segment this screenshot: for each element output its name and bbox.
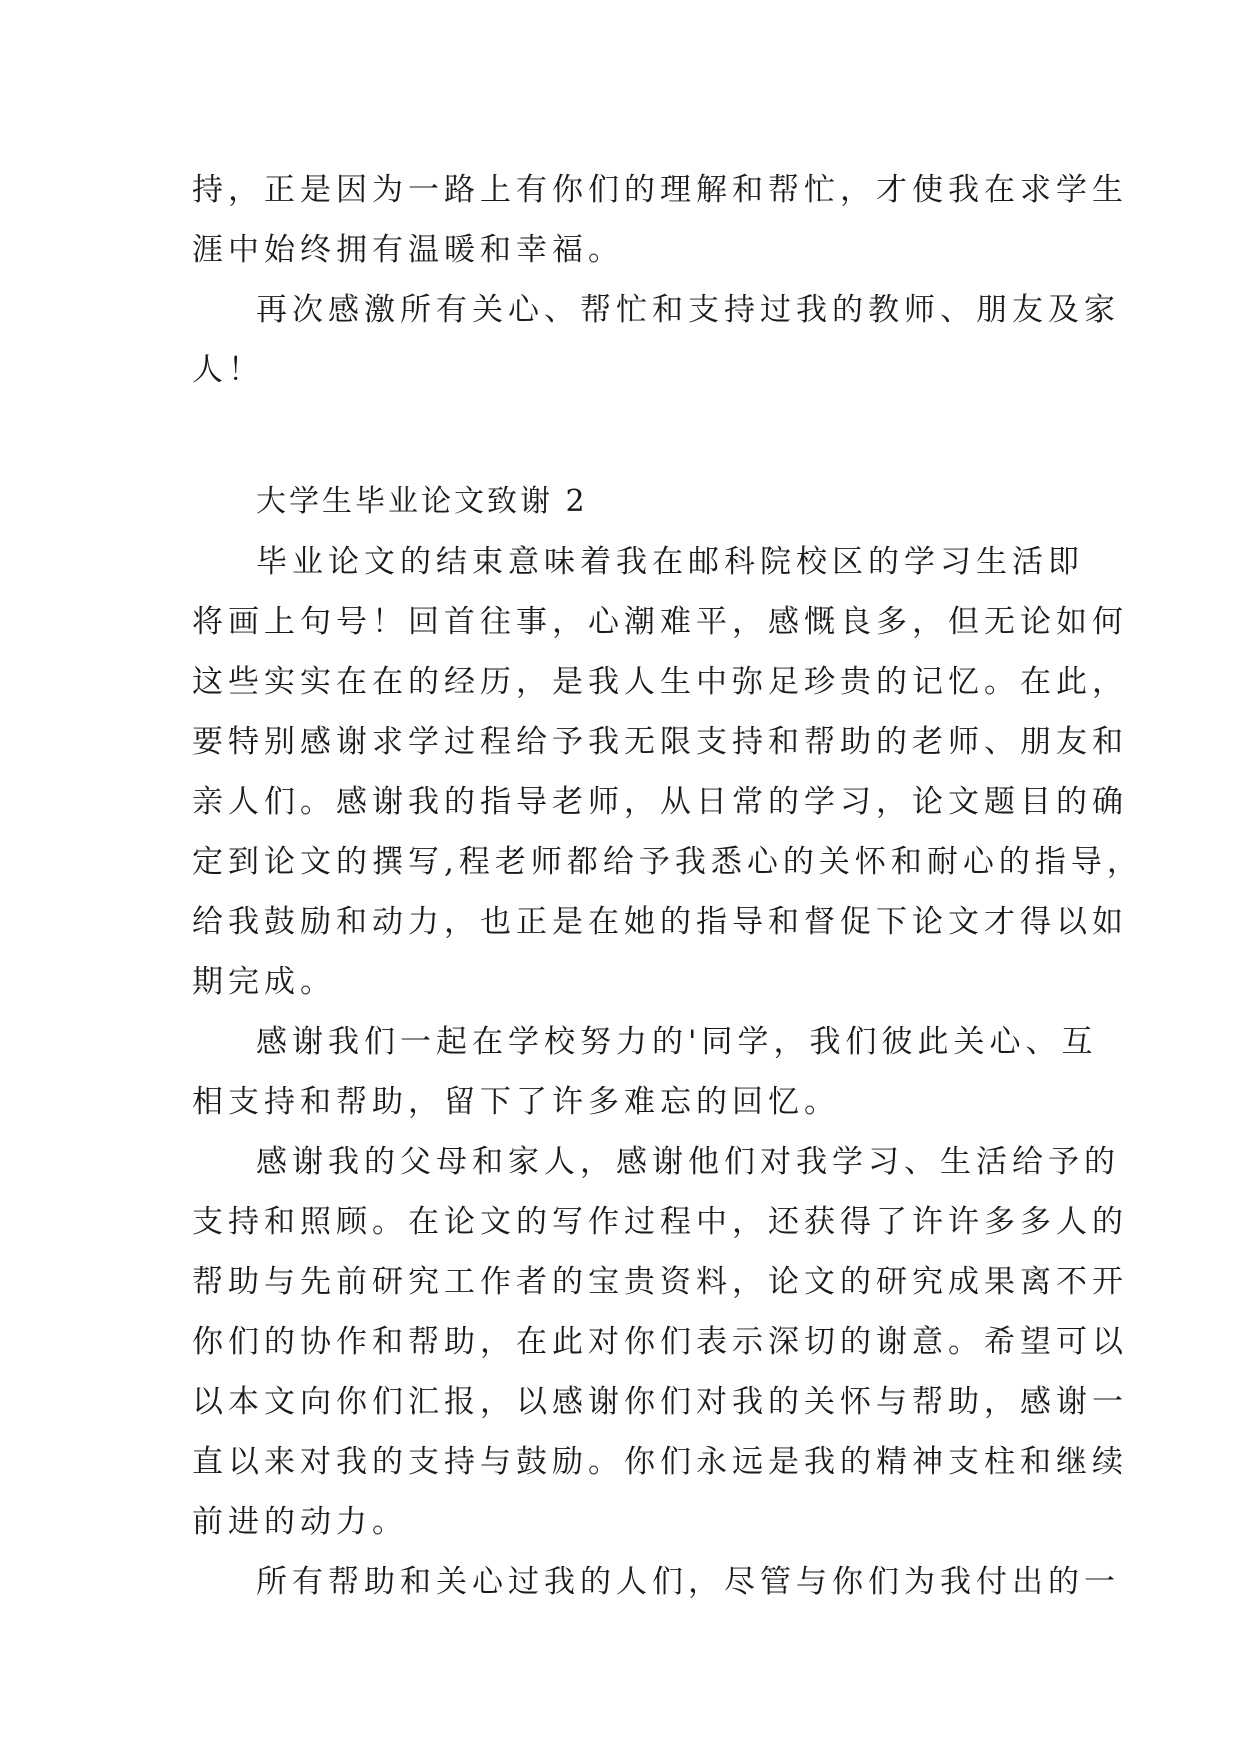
paragraph-line: 亲人们。感谢我的指导老师，从日常的学习，论文题目的确 <box>192 784 1128 820</box>
paragraph-line: 以本文向你们汇报，以感谢你们对我的关怀与帮助，感谢一 <box>192 1384 1128 1420</box>
paragraph-line: 毕业论文的结束意味着我在邮科院校区的学习生活即 <box>256 544 1084 580</box>
paragraph-line: 给我鼓励和动力，也正是在她的指导和督促下论文才得以如 <box>192 904 1128 940</box>
paragraph-line: 期完成。 <box>192 964 336 1000</box>
paragraph-4 <box>192 1552 1120 1612</box>
paragraph-1 <box>192 532 1143 1012</box>
paragraph-line: 人！ <box>192 352 264 388</box>
paragraph-line: 相支持和帮助，留下了许多难忘的回忆。 <box>192 1084 840 1120</box>
paragraph-line: 前进的动力。 <box>192 1504 408 1540</box>
paragraph-line: 要特别感谢求学过程给予我无限支持和帮助的老师、朋友和 <box>192 724 1128 760</box>
paragraph-line: 直以来对我的支持与鼓励。你们永远是我的精神支柱和继续 <box>192 1444 1128 1480</box>
section-spacer <box>192 400 1054 472</box>
paragraph-line: 将画上句号！回首往事，心潮难平，感慨良多，但无论如何 <box>192 604 1128 640</box>
paragraph-line: 涯中始终拥有温暖和幸福。 <box>192 232 624 268</box>
paragraph-line: 帮助与先前研究工作者的宝贵资料，论文的研究成果离不开 <box>192 1264 1128 1300</box>
paragraph-line: 感谢我们一起在学校努力的'同学，我们彼此关心、互 <box>256 1024 1098 1060</box>
continuation-paragraph <box>192 160 1128 280</box>
paragraph-line: 感谢我的父母和家人，感谢他们对我学习、生活给予的 <box>256 1144 1120 1180</box>
paragraph-line: 支持和照顾。在论文的写作过程中，还获得了许许多多人的 <box>192 1204 1128 1240</box>
paragraph-2 <box>192 1012 1098 1132</box>
paragraph-line: 你们的协作和帮助，在此对你们表示深切的谢意。希望可以 <box>192 1324 1128 1360</box>
paragraph-3 <box>192 1132 1128 1552</box>
paragraph-line: 定到论文的撰写,程老师都给予我悉心的关怀和耐心的指导， <box>192 844 1143 880</box>
paragraph-line: 这些实实在在的经历，是我人生中弥足珍贵的记忆。在此， <box>192 664 1128 700</box>
closing-paragraph <box>192 280 1120 400</box>
paragraph-line: 持，正是因为一路上有你们的理解和帮忙，才使我在求学生 <box>192 172 1128 208</box>
paragraph-line: 再次感激所有关心、帮忙和支持过我的教师、朋友及家 <box>256 292 1120 328</box>
section-heading: 大学生毕业论文致谢 2 <box>256 484 588 519</box>
document-page <box>192 160 1143 1612</box>
paragraph-line: 所有帮助和关心过我的人们，尽管与你们为我付出的一 <box>256 1564 1120 1600</box>
